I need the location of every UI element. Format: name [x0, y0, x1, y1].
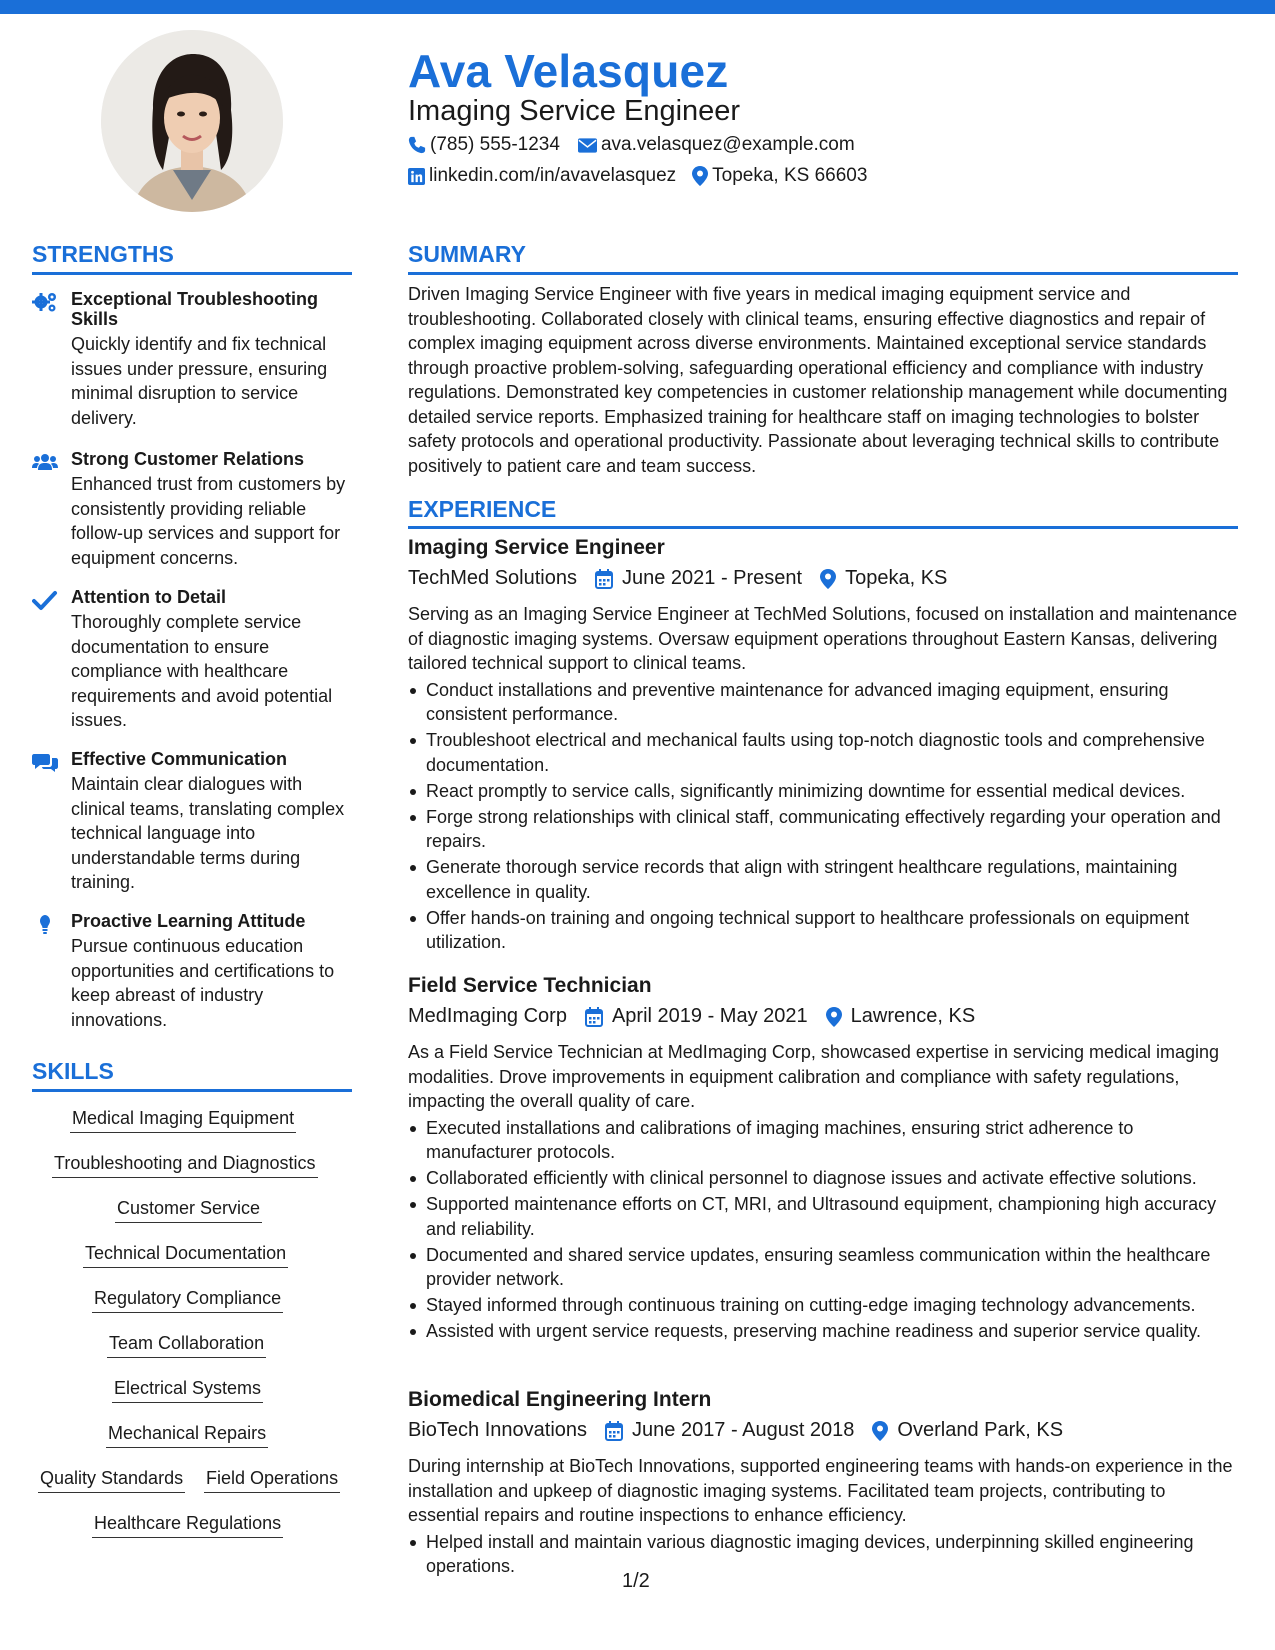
job-title: Field Service Technician	[408, 974, 652, 997]
job-bullet: Troubleshoot electrical and mechanical faults using top-notch diagnostic tools and comprehensive documentation.	[408, 728, 1238, 777]
strength-title: Exceptional Troubleshooting Skills	[71, 289, 319, 329]
linkedin-contact[interactable]	[408, 165, 676, 187]
job-location	[872, 1419, 1063, 1442]
skill-tag: Quality Standards	[38, 1468, 185, 1493]
map-pin-icon	[826, 1007, 842, 1027]
job-description	[408, 1454, 1238, 1580]
skill-tag: Technical Documentation	[83, 1243, 288, 1268]
experience-heading: EXPERIENCE	[408, 496, 557, 522]
job-description	[408, 1040, 1238, 1345]
job-company: MedImaging Corp	[408, 1005, 567, 1027]
skill-tag: Healthcare Regulations	[92, 1513, 283, 1538]
job-bullets	[408, 1116, 1238, 1344]
job-location-text: Topeka, KS	[845, 567, 948, 589]
skill-tag: Regulatory Compliance	[92, 1288, 283, 1313]
contact-row-1	[408, 134, 873, 156]
job-location	[820, 567, 947, 590]
job-dates-text: June 2017 - August 2018	[632, 1419, 855, 1441]
strengths-rule	[32, 272, 352, 275]
job-bullet: Executed installations and calibrations of imaging machines, ensuring strict adherence to manufacturer protocols.	[408, 1116, 1238, 1165]
contact-row-2	[408, 165, 885, 187]
strength-desc: Maintain clear dialogues with clinical teams, translating complex technical language into understandable terms during training.	[71, 774, 345, 892]
skill-tag: Field Operations	[204, 1468, 340, 1493]
job-bullet: Assisted with urgent service requests, preserving machine readiness and superior service quality.	[408, 1319, 1238, 1344]
job-location-text: Lawrence, KS	[850, 1005, 976, 1027]
job-bullet: Stayed informed through continuous training on cutting-edge imaging technology advancements.	[408, 1293, 1238, 1318]
strength-item	[32, 587, 352, 733]
strength-desc: Pursue continuous education opportunities and certifications to keep abreast of industry innovations.	[71, 936, 335, 1030]
map-pin-icon	[692, 166, 708, 186]
calendar-icon	[595, 569, 613, 589]
phone-icon	[408, 136, 426, 154]
top-accent-bar	[0, 0, 1275, 14]
job-dates-text: June 2021 - Present	[621, 567, 803, 589]
job-bullet: Collaborated efficiently with clinical personnel to diagnose issues and activate effective solutions.	[408, 1166, 1238, 1191]
linkedin-icon	[408, 168, 425, 185]
job-company: TechMed Solutions	[408, 567, 577, 589]
job-meta	[408, 1005, 993, 1028]
job-meta	[408, 567, 965, 590]
skill-tag: Team Collaboration	[107, 1333, 266, 1358]
email-address: ava.velasquez@example.com	[600, 134, 855, 155]
job-description	[408, 602, 1238, 956]
location-contact	[692, 165, 867, 187]
skill-tag: Medical Imaging Equipment	[70, 1108, 296, 1133]
job-bullet: Generate thorough service records that align with stringent healthcare regulations, maintaining excellence in quality.	[408, 855, 1238, 904]
lightbulb-icon	[32, 913, 58, 935]
strength-item	[32, 749, 352, 895]
check-icon	[32, 589, 58, 611]
map-pin-icon	[872, 1421, 888, 1441]
job-desc-text: Serving as an Imaging Service Engineer at TechMed Solutions, focused on installation and maintenance of diagnostic imaging systems. Oversaw equipment operations throughout Eastern Kansas, delivering tailored technical support to clinical teams.	[408, 604, 1238, 673]
job-bullet: React promptly to service calls, significantly minimizing downtime for essential medical devices.	[408, 779, 1238, 804]
job-bullet: Conduct installations and preventive maintenance for advanced imaging equipment, ensuring consistent performance.	[408, 678, 1238, 727]
job-dates	[595, 567, 802, 590]
job-meta	[408, 1419, 1081, 1442]
job-bullets	[408, 678, 1238, 955]
strength-item	[32, 911, 352, 1032]
skills-heading: SKILLS	[32, 1058, 114, 1084]
phone-number: (785) 555-1234	[430, 134, 560, 155]
skill-tag: Customer Service	[115, 1198, 262, 1223]
candidate-title: Imaging Service Engineer	[408, 95, 741, 127]
job-desc-text: During internship at BioTech Innovations, supported engineering teams with hands-on experience in the installation and upkeep of diagnostic imaging systems. Facilitated team projects, contributing to essential repairs and routine inspections to enhance efficiency.	[408, 1456, 1233, 1525]
envelope-icon	[578, 138, 597, 153]
job-bullet: Supported maintenance efforts on CT, MRI, and Ultrasound equipment, championing high accuracy and reliability.	[408, 1192, 1238, 1241]
job-company: BioTech Innovations	[408, 1419, 588, 1441]
job-title: Imaging Service Engineer	[408, 536, 665, 559]
job-title: Biomedical Engineering Intern	[408, 1388, 712, 1411]
gears-icon	[32, 291, 58, 313]
comments-icon	[32, 751, 58, 773]
map-pin-icon	[820, 569, 836, 589]
job-dates	[585, 1005, 808, 1028]
job-bullet: Offer hands-on training and ongoing technical support to healthcare professionals on equipment utilization.	[408, 906, 1238, 955]
phone-contact[interactable]	[408, 134, 560, 156]
calendar-icon	[585, 1007, 603, 1027]
linkedin-url: linkedin.com/in/avavelasquez	[429, 165, 677, 186]
strength-title: Effective Communication	[71, 749, 288, 769]
job-dates	[605, 1419, 854, 1442]
strength-item	[32, 449, 352, 570]
job-bullet: Documented and shared service updates, ensuring seamless communication within the healthcare provider network.	[408, 1243, 1238, 1292]
job-bullet: Helped install and maintain various diagnostic imaging devices, underpinning skilled engineering operations.	[408, 1530, 1238, 1579]
job-location-text: Overland Park, KS	[897, 1419, 1064, 1441]
skill-tag: Mechanical Repairs	[106, 1423, 268, 1448]
strength-title: Strong Customer Relations	[71, 449, 305, 469]
summary-rule	[408, 272, 1238, 275]
job-bullets	[408, 1530, 1238, 1579]
strength-title: Attention to Detail	[71, 587, 226, 607]
location-text: Topeka, KS 66603	[712, 165, 868, 186]
strength-title: Proactive Learning Attitude	[71, 911, 306, 931]
strengths-heading: STRENGTHS	[32, 241, 174, 267]
strength-desc: Enhanced trust from customers by consistently providing reliable follow-up services and support for equipment concerns.	[71, 474, 346, 568]
strength-item	[32, 289, 352, 430]
email-contact[interactable]	[578, 134, 855, 156]
strength-desc: Quickly identify and fix technical issues under pressure, ensuring minimal disruption to service delivery.	[71, 334, 328, 428]
summary-heading: SUMMARY	[408, 241, 526, 267]
candidate-name: Ava Velasquez	[408, 45, 729, 97]
calendar-icon	[605, 1421, 623, 1441]
skill-tag: Troubleshooting and Diagnostics	[52, 1153, 318, 1178]
profile-photo	[101, 30, 283, 212]
page-number: 1/2	[622, 1570, 650, 1592]
skill-tag: Electrical Systems	[112, 1378, 263, 1403]
users-icon	[32, 451, 58, 473]
job-desc-text: As a Field Service Technician at MedImaging Corp, showcased expertise in servicing medical imaging modalities. Drove improvements in equipment calibration and compliance with safety regulations, impacting the overall quality of care.	[408, 1042, 1220, 1111]
skills-rule	[32, 1089, 352, 1092]
job-location	[826, 1005, 976, 1028]
job-dates-text: April 2019 - May 2021	[611, 1005, 808, 1027]
experience-rule	[408, 526, 1238, 529]
strength-desc: Thoroughly complete service documentation to ensure compliance with healthcare requirements and avoid potential issues.	[71, 612, 333, 730]
summary-text: Driven Imaging Service Engineer with five years in medical imaging equipment service and troubleshooting. Collaborated closely with clinical teams, ensuring effective diagnostics and repair of complex imaging equipment across diverse environments. Maintained exceptional service standards through proactive problem-solving, safeguarding operational efficiency and compliance with industry regulations. Demonstrated key competencies in customer relationship management while documenting detailed service reports. Emphasized training for healthcare staff on imaging technologies to bolster safety protocols and operational productivity. Passionate about leveraging technical skills to contribute positively to patient care and team success.	[408, 284, 1228, 476]
job-bullet: Forge strong relationships with clinical staff, communicating effectively regarding your operation and repairs.	[408, 805, 1238, 854]
